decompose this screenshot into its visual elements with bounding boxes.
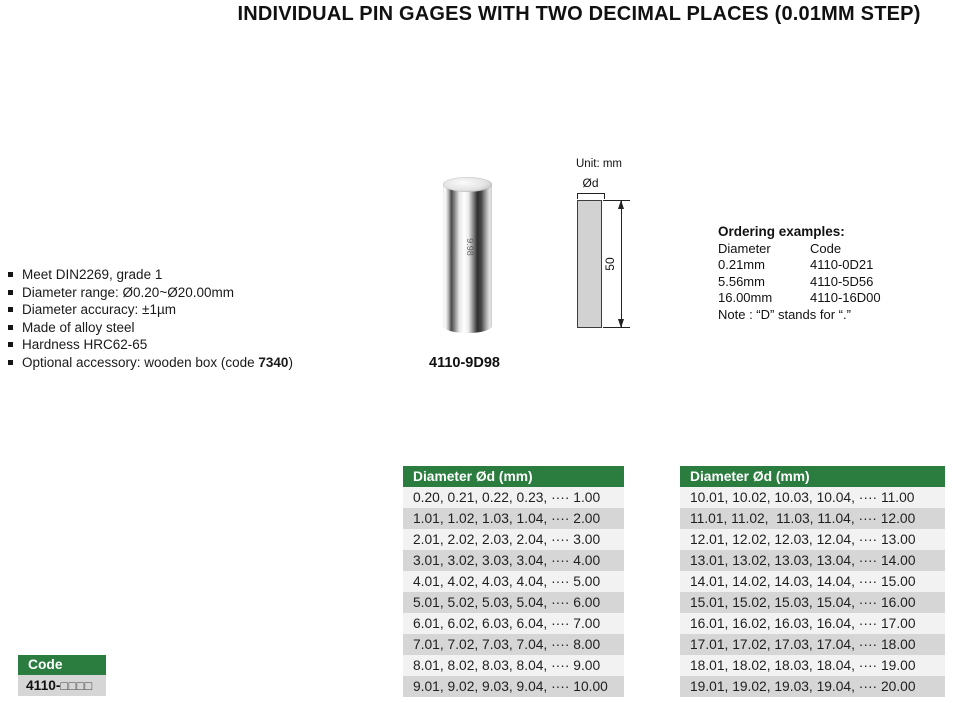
table-row: 0.20, 0.21, 0.22, 0.23, ···· 1.00: [403, 487, 624, 508]
feature-item: [8, 284, 293, 302]
diameter-dim-label: Ød: [582, 176, 599, 190]
height-dim-label: 50: [603, 257, 617, 271]
ordering-col-code: Code: [810, 240, 842, 256]
diameter-table-right: [680, 466, 945, 697]
table-row: 4.01, 4.02, 4.03, 4.04, ···· 5.00: [403, 571, 624, 592]
square-bullet-icon: [8, 290, 13, 295]
extension-line-top: [603, 200, 630, 201]
table-row: 6.01, 6.02, 6.03, 6.04, ···· 7.00: [403, 613, 624, 634]
feature-list: [8, 266, 293, 372]
table-row: 9.01, 9.02, 9.03, 9.04, ···· 10.00: [403, 676, 624, 697]
page-title: INDIVIDUAL PIN GAGES WITH TWO DECIMAL PLACES (0.01MM STEP): [237, 3, 921, 25]
feature-item: [8, 266, 293, 284]
diameter-dim-line: [577, 193, 605, 199]
ordering-row: [718, 274, 881, 291]
square-bullet-icon: [8, 342, 13, 347]
accessory-code: 7340: [258, 354, 289, 370]
feature-text: Meet DIN2269, grade 1: [22, 267, 163, 282]
table-row: 16.01, 16.02, 16.03, 16.04, ···· 17.00: [680, 613, 945, 634]
square-bullet-icon: [8, 272, 13, 277]
table-row: 2.01, 2.02, 2.03, 2.04, ···· 3.00: [403, 529, 624, 550]
product-code-label: 4110-9D98: [429, 355, 500, 371]
feature-item: [8, 301, 293, 319]
feature-item: [8, 319, 293, 337]
extension-line-bottom: [603, 327, 630, 328]
table-row: 11.01, 11.02, 11.03, 11.04, ···· 12.00: [680, 508, 945, 529]
table-row: 8.01, 8.02, 8.03, 8.04, ···· 9.00: [403, 655, 624, 676]
feature-text: Diameter range: Ø0.20~Ø20.00mm: [22, 284, 234, 300]
code-box: [18, 655, 106, 696]
table-row: 17.01, 17.02, 17.03, 17.04, ···· 18.00: [680, 634, 945, 655]
dim-arrow-up-icon: [618, 200, 624, 209]
ordering-code: 4110-16D00: [810, 290, 881, 306]
ordering-note: Note : “D” stands for “.”: [718, 306, 851, 322]
dim-arrow-down-icon: [618, 319, 624, 328]
diameter-table-left: [403, 466, 624, 697]
table-header: Diameter Ød (mm): [680, 466, 945, 487]
square-bullet-icon: [8, 307, 13, 312]
table-header: Diameter Ød (mm): [403, 466, 624, 487]
feature-item: [8, 336, 293, 354]
ordering-row: [718, 290, 881, 307]
ordering-row: [718, 257, 881, 274]
square-bullet-icon: [8, 325, 13, 330]
ordering-heading: Ordering examples:: [718, 224, 845, 239]
ordering-diameter: 5.56mm: [718, 273, 765, 289]
feature-text: Hardness HRC62-65: [22, 337, 148, 353]
ordering-diameter: 16.00mm: [718, 290, 773, 306]
feature-item: [8, 354, 293, 372]
ordering-code: 4110-5D56: [810, 273, 874, 289]
table-row: 5.01, 5.02, 5.03, 5.04, ···· 6.00: [403, 592, 624, 613]
unit-label: Unit: mm: [576, 158, 622, 170]
feature-text: Made of alloy steel: [22, 319, 135, 335]
height-dim-line: [621, 201, 622, 327]
code-placeholder-squares: □□□□: [60, 679, 93, 693]
square-bullet-icon: [8, 360, 13, 365]
pin-outline-rect: [577, 200, 602, 328]
pin-gage-top-face: [443, 177, 492, 192]
feature-text: Optional accessory: wooden box (code 7340): [22, 354, 293, 370]
table-row: 1.01, 1.02, 1.03, 1.04, ···· 2.00: [403, 508, 624, 529]
table-row: 12.01, 12.02, 12.03, 12.04, ···· 13.00: [680, 529, 945, 550]
table-row: 7.01, 7.02, 7.03, 7.04, ···· 8.00: [403, 634, 624, 655]
ordering-code: 4110-0D21: [810, 257, 874, 273]
table-row: 18.01, 18.02, 18.03, 18.04, ···· 19.00: [680, 655, 945, 676]
ordering-header-row: [718, 241, 881, 258]
pin-engraving: 9.98: [465, 238, 475, 256]
ordering-col-diameter: Diameter: [718, 240, 771, 256]
ordering-diameter: 0.21mm: [718, 257, 765, 273]
table-row: 10.01, 10.02, 10.03, 10.04, ···· 11.00: [680, 487, 945, 508]
table-row: 3.01, 3.02, 3.03, 3.04, ···· 4.00: [403, 550, 624, 571]
table-row: 15.01, 15.02, 15.03, 15.04, ···· 16.00: [680, 592, 945, 613]
ordering-examples: [718, 224, 881, 324]
table-row: 19.01, 19.02, 19.03, 19.04, ···· 20.00: [680, 676, 945, 697]
code-box-value: [18, 675, 106, 696]
feature-text: Diameter accuracy: ±1µm: [22, 302, 176, 318]
code-prefix: 4110-: [26, 678, 61, 693]
table-row: 13.01, 13.02, 13.03, 13.04, ···· 14.00: [680, 550, 945, 571]
code-box-header: Code: [18, 655, 106, 675]
table-row: 14.01, 14.02, 14.03, 14.04, ···· 15.00: [680, 571, 945, 592]
